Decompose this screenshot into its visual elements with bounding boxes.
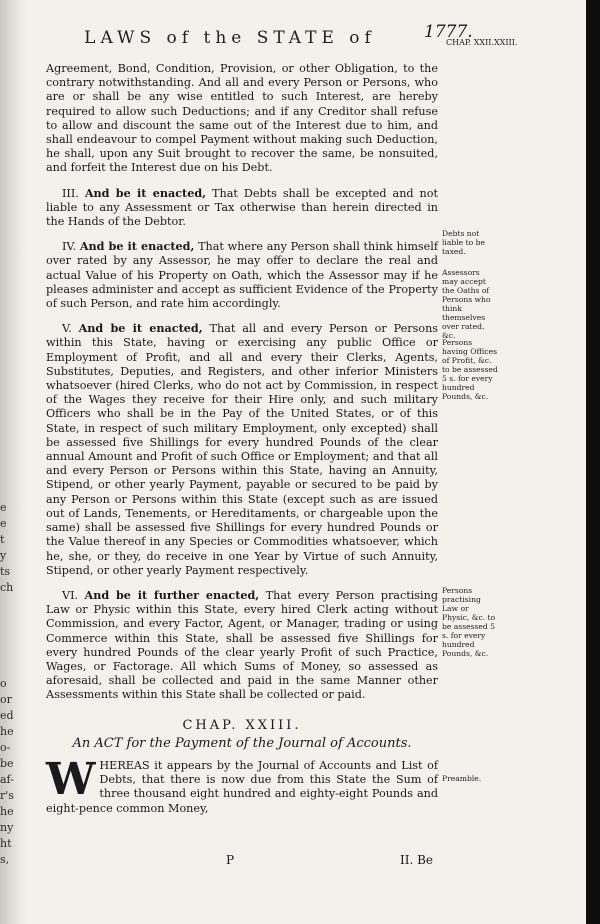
section-number: IV. [62,240,77,254]
preamble-text: HEREAS it appears by the Journal of Accounts and List of Debts, that there is now due from this State the Sum of three thousand eight hundred and eighty-eight Pounds and eight-pence common Money, [46,758,438,815]
edge-fragment: ny [0,821,14,834]
chapter-heading: CHAP. XXIII. [182,717,302,733]
enacting-clause: And be it enacted, [79,239,195,254]
enacting-clause: And be it further enacted, [84,587,260,602]
edge-fragment [0,612,22,628]
margin-note-offices: Persons having Offices of Profit, &c. to be assessed 5 s. for every hundred Pounds, &c. [442,338,498,401]
section-number: VI. [62,588,79,602]
catchword: II. Be [400,853,434,867]
edge-fragment: ed [0,709,14,722]
edge-fragment: r's [0,789,14,802]
margin-note-preamble: Preamble. [442,774,482,783]
edge-fragment: ch [0,581,14,594]
section-6 [46,588,438,703]
edge-fragment [0,644,22,660]
edge-fragment [0,660,22,676]
edge-fragment [0,628,22,644]
edge-fragment: y [0,549,7,562]
section-number: III. [62,186,79,200]
margin-note-debts: Debts not liable to be taxed. [442,229,485,256]
edge-fragment [0,596,22,612]
edge-fragment: ht [0,837,12,850]
section-number: V. [62,322,72,336]
chapter-reference: CHAP. XXII.XXIII. [446,38,518,47]
section-text: That where any Person shall think himself over rated by any Assessor, he may offer to declare the real and actual Value of his Property on Oath, which the Assessor may if he pleases administer and accept as sufficient Evidence of the Property of such Person, and rate him accordingly. [46,240,439,311]
margin-note-law-physic: Persons practising Law or Physic, &c. to be assessed 5 s. for every hundred Pounds, &c. [442,586,496,658]
edge-fragment: or [0,693,12,706]
section-text: That all and every Person or Persons within this State, having or exercising any public Office or Employment of Profit, and all and every their Clerks, Agents, Substitutes, Deputies, and Registers, and other inferior Ministers whatsoever (hired Clerks, who do not act by Commission, in respect of the Wages they receive for their Hire only, and such military Officers who shall be in the Pay of the United States, or of this State, in respect of such military Employment, only excepted) shall be assessed five Shillings for every hundred Pounds of the clear annual Amount and Profit of such Office or Employment; and that all and every Person or Persons within this State, having an Annuity, Stipend, or other yearly Payment, payable or secured to be paid by any Person or Persons within this State (except such as are issued out of Lands, Tenements, or Hereditaments, or chargeable upon the same) shall be assessed five Shillings for every hundred Pounds or the Value thereof in any Species or Commodities whatsoever, which he, she, or they, do receive in one Year by Virtue of such Annuity, Stipend, or other yearly Payment respectively. [46,322,439,577]
preamble [46,753,438,816]
signature-mark: P [226,853,235,867]
edge-fragment: ts [0,565,11,578]
edge-fragment: af- [0,773,14,786]
year: 1777. [424,22,473,42]
section-text: That every Person practising Law or Physic within this State, every hired Clerk acting without Commission, and every Factor, Agent, or Manager, trading or using Commerce within this State, shall be assessed five Shillings for every hundred Pounds of the clear yearly Profit of such Practice, Wages, or Factorage. All which Sums of Money, so assessed as aforesaid, shall be collected and paid in the same Manner other Assessments within this State shall be collected or paid. [46,588,438,702]
edge-fragment: e [0,517,7,530]
continuation-paragraph: Agreement, Bond, Condition, Provision, or other Obligation, to the contrary notwithstanding. And all and every Person or Persons, who are or shall be any wise entitled to such Interest, are hereby required to allow such Deductions; and if any Creditor shall refuse to allow and discount the same out of the Interest due to him, and shall endeavour to compel Payment without making such Deduction, he shall, upon any Suit brought to recover the same, be nonsuited, and forfeit the Interest due on his Debt. [46,62,438,175]
edge-fragment: be [0,757,14,770]
enacting-clause: And be it enacted, [84,185,207,200]
facing-page-fragments [0,500,22,868]
edge-fragment: he [0,805,14,818]
edge-fragment: o- [0,741,11,754]
section-text: That Debts shall be excepted and not liable to any Assessment or Tax otherwise than herein directed in the Hands of the Debtor. [46,186,438,229]
act-title: An ACT for the Payment of the Journal of Accounts. [72,735,412,751]
edge-fragment: he [0,725,14,738]
edge-fragment: t [0,533,5,546]
running-head: LAWS of the STATE of [84,28,376,48]
margin-note-assessors: Assessors may accept the Oaths of Persons who think themselves over rated, &c. [442,268,491,340]
section-5 [46,321,438,578]
edge-fragment: o [0,677,7,690]
section-4 [46,239,438,311]
enacting-clause: And be it enacted, [78,321,203,336]
section-3 [46,186,438,230]
body-text [46,62,438,816]
edge-fragment: e [0,501,7,514]
edge-fragment: s, [0,853,10,866]
drop-cap: W [46,753,96,805]
